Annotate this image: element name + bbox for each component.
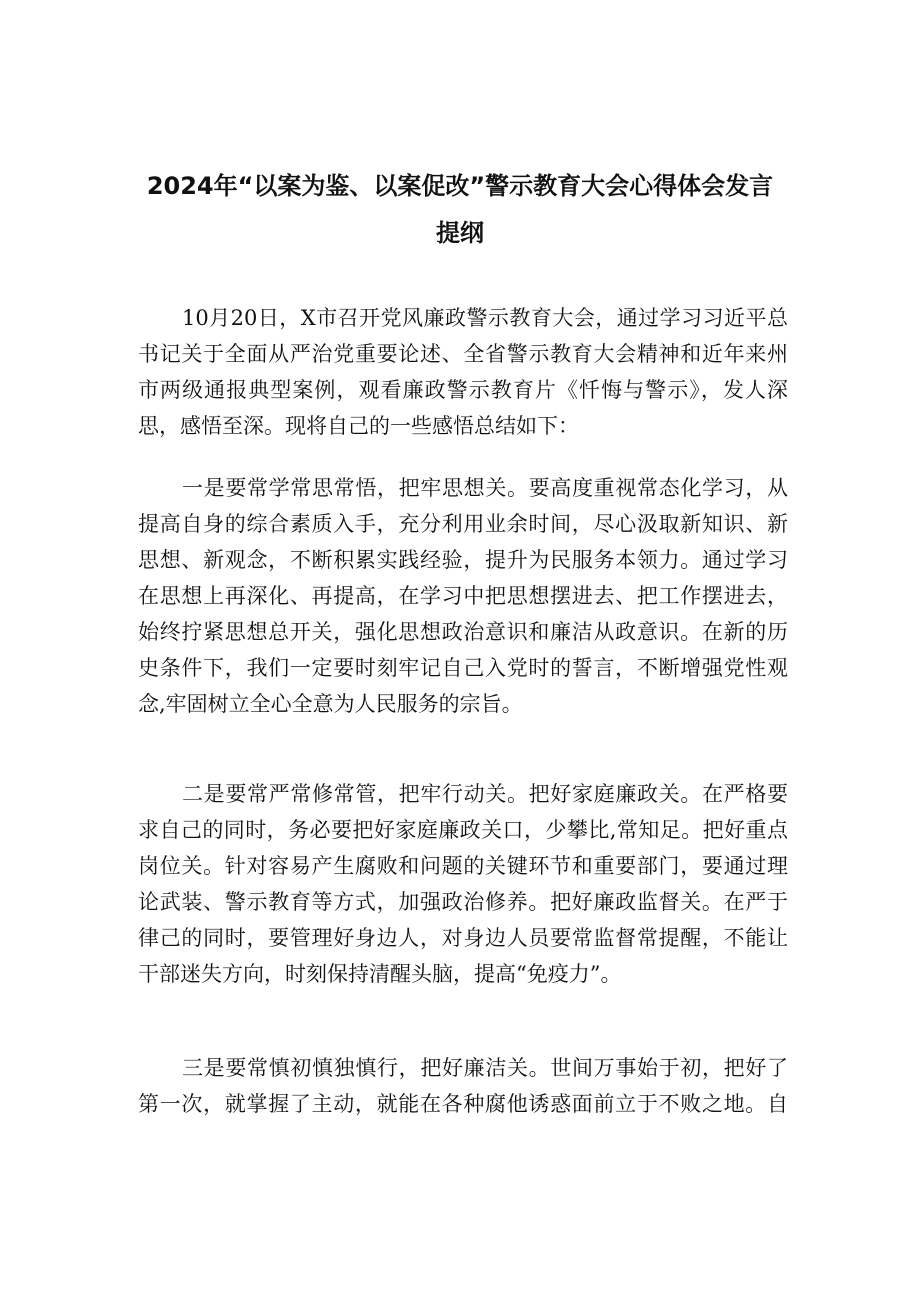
paragraph-intro xyxy=(138,300,788,444)
paragraph-line: 三是要常慎初慎独慎行，把好廉洁关。世间万事始于初，把好了 xyxy=(182,1056,788,1080)
paragraph-line: 岗位关。针对容易产生腐败和问题的关键环节和重要部门，要通过理 xyxy=(138,854,788,878)
document-title-continuation: 提纲 xyxy=(436,219,484,247)
paragraph-point-two xyxy=(138,776,788,992)
paragraph-line: 市两级通报典型案例，观看廉政警示教育片《忏悔与警示》，发人深 xyxy=(138,378,788,402)
paragraph-point-one xyxy=(138,470,788,722)
paragraph-point-three xyxy=(138,1050,788,1122)
paragraph-line: 书记关于全面从严治党重要论述、全省警示教育大会精神和近年来州 xyxy=(138,342,788,366)
paragraph-line: 在思想上再深化、再提高，在学习中把思想摆进去、把工作摆进去， xyxy=(138,584,788,608)
paragraph-line: 干部迷失方向，时刻保持清醒头脑，提高“免疫力”。 xyxy=(138,962,622,986)
paragraph-line: 史条件下，我们一定要时刻牢记自己入党时的誓言，不断增强党性观 xyxy=(138,656,788,680)
paragraph-line: 提高自身的综合素质入手，充分利用业余时间，尽心汲取新知识、新 xyxy=(138,512,788,536)
paragraph-line: 一是要常学常思常悟，把牢思想关。要高度重视常态化学习，从 xyxy=(182,476,788,500)
paragraph-line: 10月20日，X市召开党风廉政警示教育大会，通过学习习近平总 xyxy=(182,306,788,330)
paragraph-line: 求自己的同时，务必要把好家庭廉政关口，少攀比,常知足。把好重点 xyxy=(138,818,788,842)
paragraph-line: 始终拧紧思想总开关，强化思想政治意识和廉洁从政意识。在新的历 xyxy=(138,620,788,644)
paragraph-line: 念,牢固树立全心全意为人民服务的宗旨。 xyxy=(138,692,523,716)
paragraph-line: 律己的同时，要管理好身边人，对身边人员要常监督常提醒，不能让 xyxy=(138,926,788,950)
paragraph-line: 论武装、警示教育等方式，加强政治修养。把好廉政监督关。在严于 xyxy=(138,890,788,914)
paragraph-line: 思想、新观念，不断积累实践经验，提升为民服务本领力。通过学习 xyxy=(138,548,788,572)
paragraph-line: 第一次，就掌握了主动，就能在各种腐他诱惑面前立于不败之地。自 xyxy=(138,1092,788,1116)
paragraph-line: 二是要常严常修常管，把牢行动关。把好家庭廉政关。在严格要 xyxy=(182,782,788,806)
document-title: 2024年“以案为鉴、以案促改”警示教育大会心得体会发言 xyxy=(146,172,774,200)
paragraph-line: 思，感悟至深。现将自己的一些感悟总结如下： xyxy=(138,414,579,438)
